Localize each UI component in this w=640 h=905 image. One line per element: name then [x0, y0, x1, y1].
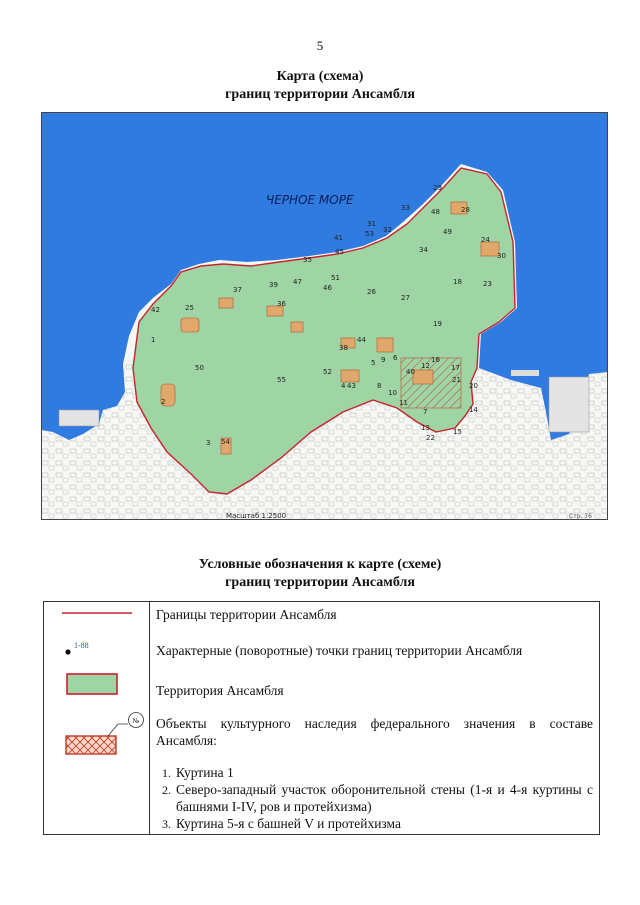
map-number: 36 — [277, 300, 286, 308]
map-number: 41 — [334, 234, 343, 242]
map-number: 21 — [452, 376, 461, 384]
point-symbol-cell — [44, 626, 149, 666]
border-symbol-cell — [44, 602, 149, 626]
map-number: 14 — [469, 406, 478, 414]
legend-symbols — [44, 602, 150, 835]
map-number: 40 — [406, 368, 415, 376]
map-number: 25 — [185, 304, 194, 312]
map-number: 42 — [151, 306, 160, 314]
map-number: 18 — [453, 278, 462, 286]
map-number: 26 — [367, 288, 376, 296]
list-item: 1. Куртина 1 — [174, 764, 593, 781]
boundary-map — [41, 112, 608, 520]
territory-symbol — [44, 666, 149, 706]
map-number: 22 — [426, 434, 435, 442]
page-number: 5 — [316, 38, 324, 53]
map-number: 11 — [399, 399, 408, 407]
legend-table — [43, 601, 600, 835]
border-text: Границы территории Ансамбля — [156, 607, 337, 622]
map-number: 53 — [365, 230, 374, 238]
map-number: 31 — [367, 220, 376, 228]
point-text: Характерные (поворотные) точки границ территории Ансамбля — [156, 642, 523, 658]
map-number: 48 — [431, 208, 440, 216]
map-number: 34 — [419, 246, 428, 254]
map-number: 52 — [323, 368, 332, 376]
map-number: 1 — [151, 336, 156, 344]
map-number: 54 — [221, 438, 230, 446]
map-number: 55 — [277, 376, 286, 384]
harbor-pier — [549, 377, 589, 432]
map-number: 24 — [481, 236, 490, 244]
map-number: 45 — [335, 248, 344, 256]
map-number: 29 — [433, 184, 442, 192]
map-number: 20 — [469, 382, 478, 390]
map-number: 13 — [421, 424, 430, 432]
sea-label: ЧЕРНОЕ МОРЕ — [266, 193, 354, 207]
map-number: 28 — [461, 206, 470, 214]
list-item: 2. Северо-западный участок оборонительной стены (1-я и 4-я куртины с башнями I-IV, ров и протейхизма) — [174, 781, 593, 815]
map-number: 23 — [483, 280, 492, 288]
map-number: 30 — [497, 252, 506, 260]
list-item: 3. Куртина 5-я с башней V и протейхизма — [174, 815, 593, 832]
map-number: 33 — [401, 204, 410, 212]
west-pier — [59, 410, 99, 426]
map-number: 38 — [339, 344, 348, 352]
map-number: 8 — [377, 382, 382, 390]
title-line-2: границ территории Ансамбля — [225, 87, 415, 102]
page-title — [0, 68, 640, 104]
map-number: 3 — [206, 439, 211, 447]
point-symbol — [44, 626, 149, 666]
legend-title-line-2: границ территории Ансамбля — [225, 575, 415, 590]
map-number: 47 — [293, 278, 302, 286]
objects-list — [156, 764, 593, 832]
map-number: 50 — [195, 364, 204, 372]
map-number: 7 — [423, 408, 428, 416]
map-number: 2 — [161, 398, 166, 406]
map-number: 44 — [357, 336, 366, 344]
map-number: 27 — [401, 294, 410, 302]
map-number: 43 — [347, 382, 356, 390]
map-number: 9 — [381, 356, 386, 364]
legend-title — [0, 556, 640, 592]
map-number: 49 — [443, 228, 452, 236]
map-number: 51 — [331, 274, 340, 282]
legend-descriptions — [150, 602, 600, 835]
scale-label: Масштаб 1:2500 — [226, 512, 287, 520]
map-number: 17 — [451, 364, 460, 372]
object-symbol — [44, 706, 149, 762]
objects-text: Объекты культурного наследия федерального значения в составе Ансамбля: — [156, 716, 593, 748]
object-symbol-cell — [44, 706, 149, 762]
map-number: 5 — [371, 359, 376, 367]
corner-label: Стр. 76 — [569, 513, 592, 520]
map-number: 6 — [393, 354, 398, 362]
map-number: 37 — [233, 286, 242, 294]
map-number: 10 — [388, 389, 397, 397]
map-number: 4 — [341, 382, 346, 390]
legend-title-line-1: Условные обозначения к карте (схеме) — [198, 557, 442, 572]
map-number: 32 — [383, 226, 392, 234]
title-line-1: Карта (схема) — [276, 69, 364, 84]
map-number: 46 — [323, 284, 332, 292]
svg-text:№: № — [132, 717, 140, 725]
map-number: 12 — [421, 362, 430, 370]
svg-text:1-88: 1-88 — [74, 641, 89, 650]
map-number: 15 — [453, 428, 462, 436]
territory-symbol-cell — [44, 666, 149, 706]
territory-text: Территория Ансамбля — [156, 682, 284, 698]
map-number: 16 — [431, 356, 440, 364]
map-number: 35 — [303, 256, 312, 264]
pier — [511, 370, 539, 376]
border-line-symbol — [44, 602, 149, 626]
map-svg — [41, 112, 608, 520]
map-number: 39 — [269, 281, 278, 289]
map-number: 19 — [433, 320, 442, 328]
